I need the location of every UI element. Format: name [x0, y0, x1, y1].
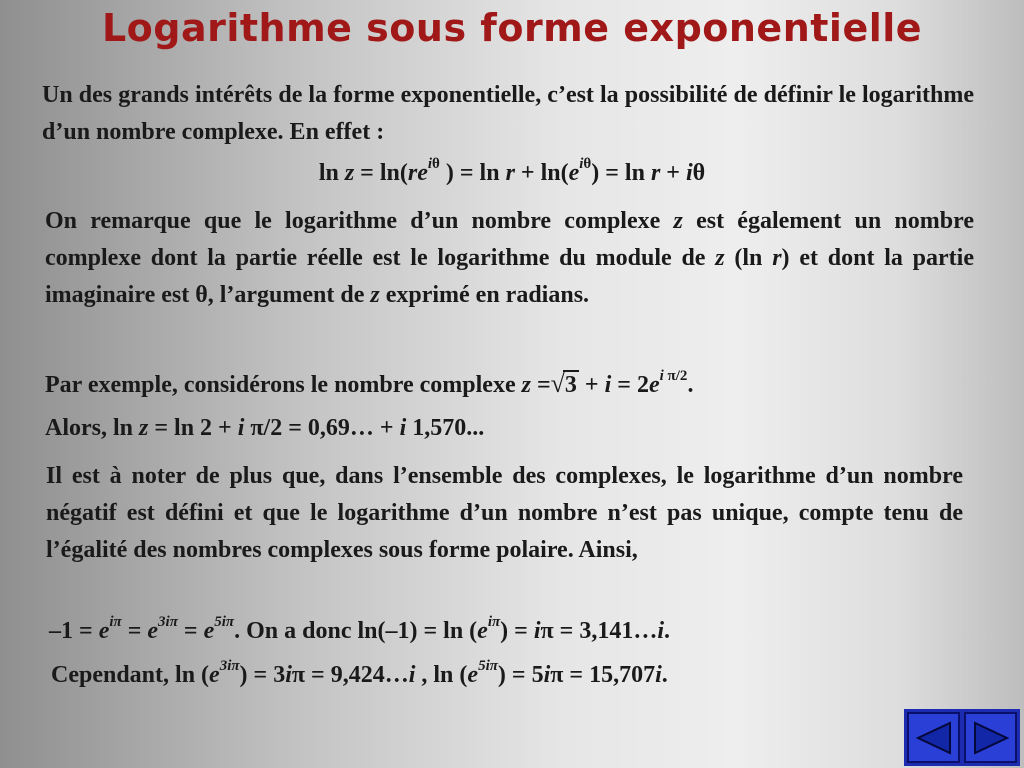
- eq3-part: π = 9,424…: [291, 662, 409, 688]
- remark-text: r: [772, 245, 782, 271]
- example-exponent: π/2: [663, 368, 688, 384]
- example-text: +: [578, 372, 605, 398]
- remark-text: est également un nombre complexe dont la partie réelle est le logarithme du module de: [45, 208, 974, 271]
- eq3-part: Cependant, ln (: [51, 662, 210, 688]
- example-text: i: [604, 372, 612, 398]
- note-paragraph: [46, 458, 963, 569]
- remark-text: exprimé en radians.: [379, 282, 590, 308]
- example-exponent: i: [659, 368, 664, 384]
- example-text: =: [530, 372, 551, 398]
- eq1-part: z: [344, 160, 355, 186]
- eq3-part: i: [655, 662, 662, 688]
- eq2-part: e: [147, 618, 159, 644]
- eq1-exponent: θ: [432, 156, 440, 172]
- triangle-right-icon: [971, 720, 1011, 756]
- eq1-part: = ln(: [354, 160, 408, 186]
- eq3-part: i: [408, 662, 416, 688]
- eq3-part: ) = 3: [239, 662, 286, 688]
- eq2-part: e: [203, 618, 215, 644]
- alors-text: Alors, ln: [45, 415, 140, 441]
- slide-navigation: [904, 709, 1020, 766]
- remark-text: z: [715, 245, 725, 271]
- remark-text: On remarque que le logarithme d’un nombre complexe: [45, 208, 674, 234]
- alors-line: [45, 410, 975, 447]
- example-text: e: [648, 372, 660, 398]
- eq2-part: =: [177, 618, 204, 644]
- eq2-part: .: [664, 618, 671, 644]
- eq1-exponent: i: [579, 156, 584, 172]
- eq1-part: ) = ln: [439, 160, 506, 186]
- radical-sign: √: [550, 369, 565, 398]
- remark-text: (ln: [724, 245, 773, 271]
- next-slide-button[interactable]: [964, 712, 1017, 763]
- eq2-exponent: iπ: [487, 614, 501, 630]
- cependant-equation: [51, 657, 951, 694]
- alors-text: i: [399, 415, 407, 441]
- eq1-part: +: [660, 160, 686, 186]
- eq3-part: ) = 5: [497, 662, 544, 688]
- remark-paragraph: [45, 203, 974, 314]
- eq2-part: i: [533, 618, 541, 644]
- eq3-part: , ln (: [415, 662, 468, 688]
- alors-text: z: [139, 415, 149, 441]
- alors-text: i: [237, 415, 245, 441]
- triangle-left-icon: [914, 720, 954, 756]
- example-line: [45, 365, 975, 404]
- eq1-part: ln: [318, 160, 345, 186]
- eq1-part: r: [650, 160, 661, 186]
- alors-text: π/2 = 0,69… +: [244, 415, 400, 441]
- slide-title: Logarithme sous forme exponentielle: [101, 6, 923, 50]
- alors-text: = ln 2 +: [148, 415, 238, 441]
- eq3-part: e: [209, 662, 220, 688]
- example-text: = 2: [611, 372, 649, 398]
- remark-text: z: [370, 282, 380, 308]
- alors-text: 1,570...: [406, 415, 485, 441]
- eq1-part: e: [568, 160, 580, 186]
- previous-slide-button[interactable]: [907, 712, 960, 763]
- eq3-exponent: 3iπ: [219, 658, 240, 674]
- eq2-part: ) =: [500, 618, 534, 644]
- eq2-exponent: 5iπ: [214, 614, 235, 630]
- eq2-part: –1 =: [49, 618, 99, 644]
- eq1-exponent: θ: [583, 156, 592, 172]
- example-text: .: [687, 372, 694, 398]
- eq1-exponent: i: [427, 156, 433, 172]
- eq3-part: i: [285, 662, 292, 688]
- eq1-part: i: [685, 160, 693, 186]
- remark-text: z: [673, 208, 683, 234]
- eq1-part: ) = ln: [591, 160, 651, 186]
- eq3-exponent: 5iπ: [478, 658, 498, 674]
- minus-one-equation: [49, 613, 967, 650]
- eq3-part: i: [543, 662, 551, 688]
- eq3-part: .: [661, 662, 668, 688]
- square-root-symbol: [551, 365, 579, 404]
- eq2-part: e: [477, 618, 488, 644]
- eq2-part: e: [98, 618, 110, 644]
- eq2-part: i: [657, 618, 665, 644]
- eq2-exponent: 3iπ: [158, 614, 178, 630]
- eq2-part: . On a donc ln(–1) = ln (: [234, 618, 478, 644]
- remark-text: ) et dont la partie imaginaire est θ, l’argument de: [45, 245, 974, 308]
- eq1-part: r: [505, 160, 515, 186]
- radicand: 3: [564, 372, 577, 398]
- example-text: z: [521, 372, 531, 398]
- eq1-part: θ: [692, 160, 706, 186]
- eq2-part: =: [121, 618, 148, 644]
- intro-text: Un des grands intérêts de la forme exponentielle, c’est la possibilité de définir le logarithme d’un nombre complexe. En effet :: [42, 82, 974, 145]
- intro-paragraph: [42, 77, 974, 151]
- eq2-exponent: iπ: [109, 614, 122, 630]
- eq3-part: e: [467, 662, 479, 688]
- eq1-part: + ln(: [514, 160, 569, 186]
- note-text: Il est à noter de plus que, dans l’ensemble des complexes, le logarithme d’un nombre négatif est défini et que le logarithme d’un nombre n’est pas unique, compte tenu de l’égalité des nombres complexes sous forme polaire. Ainsi,: [46, 463, 963, 563]
- eq2-part: π = 3,141…: [540, 618, 658, 644]
- eq1-part: re: [407, 160, 428, 186]
- example-text: Par exemple, considérons le nombre complexe: [45, 372, 522, 398]
- eq3-part: π = 15,707: [550, 662, 656, 688]
- log-definition-equation: [0, 155, 1024, 192]
